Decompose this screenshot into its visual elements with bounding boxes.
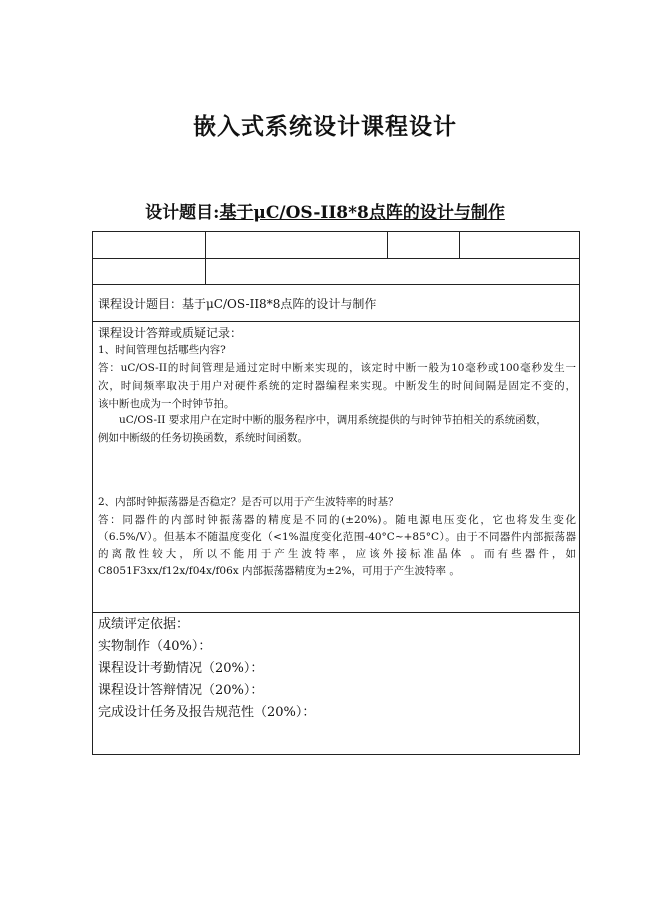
grading-item-attendance: 课程设计考勤情况（20%）： <box>98 661 264 676</box>
qa-heading: 课程设计答辩或质疑记录： <box>98 326 243 340</box>
answer-2-line-2: （6.5%/V）。但基本不随温度变化（<1%温度变化范围-40°C~+85°C）。由于不同器件内部振荡器 <box>98 531 576 543</box>
table-row-1-cell-2 <box>205 231 388 259</box>
answer-1-line-2: 次，时间频率取决于用户对硬件系统的定时器编程来实现。中断发生的时间间隔是固定不变的， <box>98 380 576 392</box>
grading-item-defense: 课程设计答辩情况（20%）： <box>98 683 264 698</box>
table-row-2-cell-1 <box>92 258 206 285</box>
answer-2-line-3: 的离散性较大，所以不能用于产生波特率，应该外接标准晶体 。而有些器件，如 <box>98 548 576 560</box>
question-1: 1、时间管理包括哪些内容? <box>98 344 226 356</box>
answer-2-line-1: 答：同器件的内部时钟振荡器的精度是不同的(±20%)。随电源电压变化，它也将发生变化 <box>98 514 576 526</box>
design-topic-text: 基于μC/OS-II8*8点阵的设计与制作 <box>219 203 505 223</box>
table-row-2-cell-2 <box>205 258 580 285</box>
table-row-1-cell-3 <box>387 231 460 259</box>
grading-heading: 成绩评定依据： <box>98 617 190 632</box>
topic-row-text: 课程设计题目：基于μC/OS-II8*8点阵的设计与制作 <box>98 297 377 311</box>
answer-1-line-4: uC/OS-II 要求用户在定时中断的服务程序中，调用系统提供的与时钟节拍相关的系统函数， <box>119 414 547 426</box>
design-topic-heading <box>0 198 650 223</box>
table-row-1-cell-1 <box>92 231 206 259</box>
question-2: 2、内部时钟振荡器是否稳定？是否可以用于产生波特率的时基？ <box>98 496 399 508</box>
answer-1-line-1: 答：uC/OS-II的时间管理是通过定时中断来实现的，该定时中断一般为10毫秒或100毫秒发生一 <box>98 362 576 374</box>
design-topic-prefix: 设计题目: <box>145 203 220 223</box>
table-row-1-cell-4 <box>459 231 580 259</box>
grading-item-physical: 实物制作（40%）： <box>98 639 212 654</box>
answer-2-line-4: C8051F3xx/f12x/f04x/f06x 内部振荡器精度为±2%，可用于产生波特率 。 <box>98 565 460 577</box>
page-title: 嵌入式系统设计课程设计 <box>193 113 457 140</box>
grading-item-report: 完成设计任务及报告规范性（20%）： <box>98 705 316 720</box>
answer-1-line-3: 该中断也成为一个时钟节拍。 <box>98 398 235 410</box>
answer-1-line-5: 例如中断级的任务切换函数，系统时间函数。 <box>98 432 308 444</box>
